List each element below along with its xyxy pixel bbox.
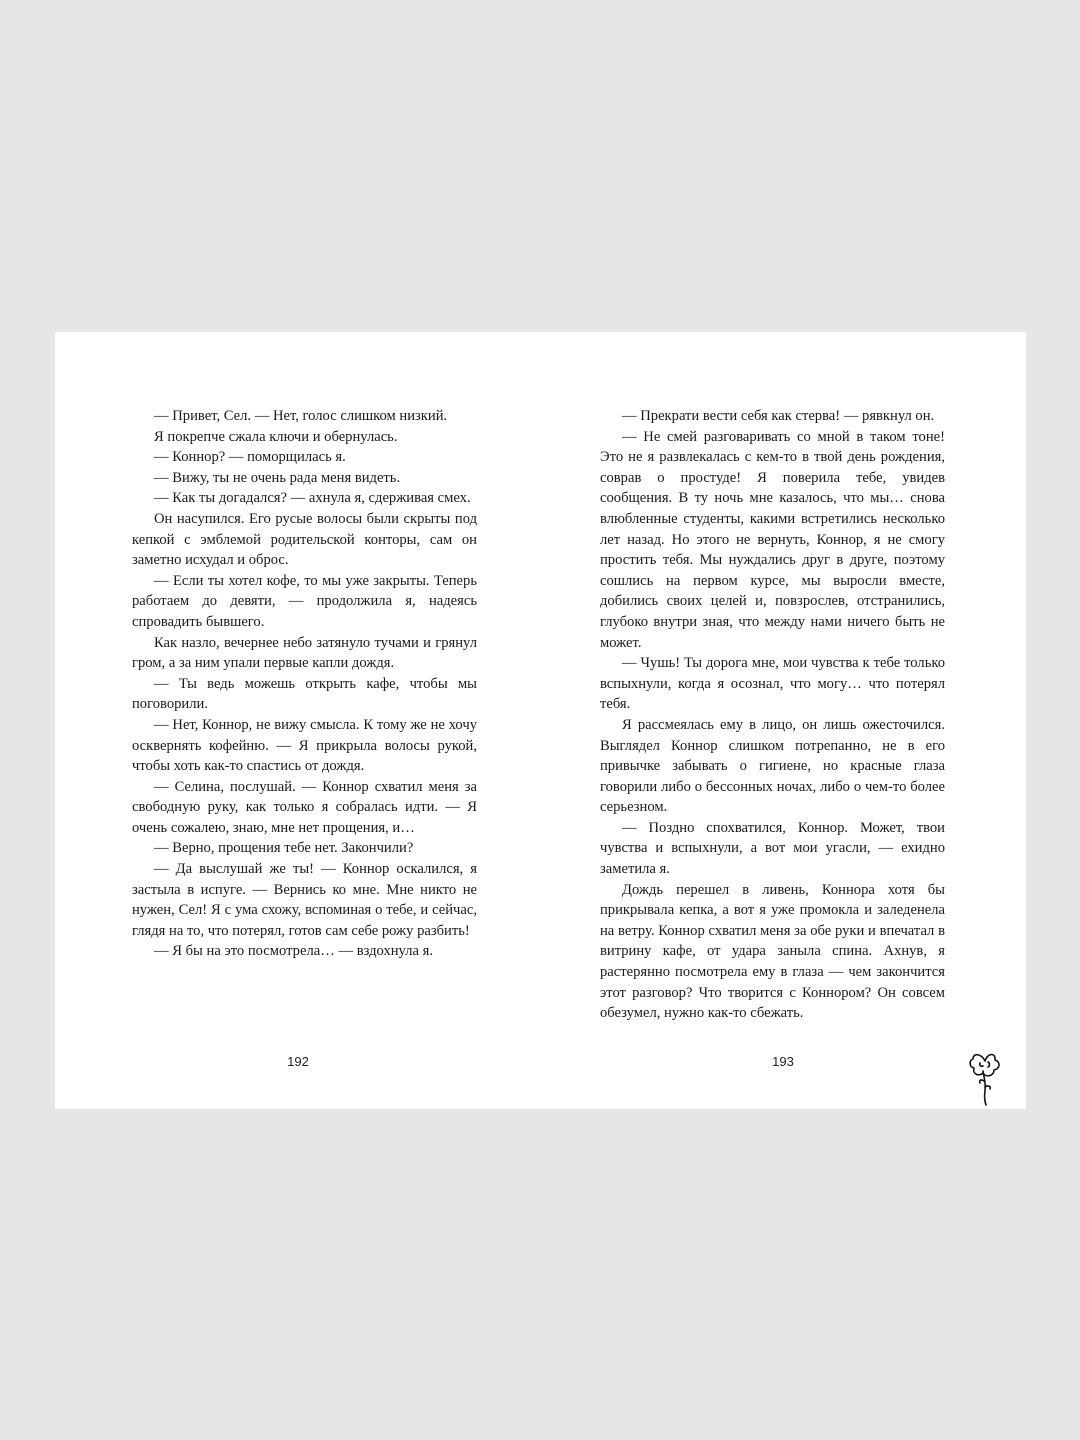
paragraph: Дождь перешел в ливень, Коннора хотя бы прикрывала кепка, а вот я уже промокла и заледенела на ветру. Коннор схватил меня за обе руки и впечатал в витрину кафе, от удара заныла спина. Ахнув, я растерянно посмотрела ему в глаза — чем закончится этот разговор? Что творится с Коннором? Он совсем обезумел, нужно как-то сбежать.: [600, 881, 945, 1022]
page-number-left: 192: [287, 1054, 309, 1069]
paragraph: — Привет, Сел. — Нет, голос слишком низкий.: [154, 408, 448, 424]
paragraph: — Да выслушай же ты! — Коннор оскалился, я застыла в испуге. — Вернись ко мне. Мне никто не нужен, Сел! Я с ума схожу, вспоминая о тебе, и сейчас, глядя на то, что потерял, готов сам себе рожу разбить!: [132, 861, 477, 939]
flower-doodle-icon: [967, 1047, 1003, 1107]
right-page-text: [600, 406, 945, 1024]
paragraph: — Я бы на это посмотрела… — вздохнула я.: [154, 943, 433, 960]
paragraph: — Селина, послушай. — Коннор схватил меня за свободную руку, как только я собралась идти. — Я очень сожалею, знаю, мне нет прощения, и…: [132, 778, 477, 836]
book-spread: [55, 332, 1026, 1109]
left-page-text: [132, 406, 477, 962]
paragraph: Как назло, вечернее небо затянуло тучами и грянул гром, а за ним упали первые капли дождя.: [132, 634, 477, 672]
paragraph: Я рассмеялась ему в лицо, он лишь ожесточился. Выглядел Коннор слишком потрепанно, не в его привычке забывать о гигиене, но красные глаза говорили либо о бессонных ночах, либо о чем-то более серьезном.: [600, 716, 945, 816]
paragraph: — Прекрати вести себя как стерва! — рявкнул он.: [622, 408, 935, 424]
paragraph: — Если ты хотел кофе, то мы уже закрыты. Теперь работаем до девяти, — продолжила я, надеясь спровадить бывшего.: [132, 572, 477, 630]
paragraph: Я покрепче сжала ключи и обернулась.: [154, 428, 398, 445]
paragraph: — Не смей разговаривать со мной в таком тоне! Это не я развлекалась с кем-то в твой день рождения, соврав о простуде! Я поверила тебе, увидев сообщения. В ту ночь мне казалось, что мы… снова влюбленные студенты, какими встретились несколько лет назад. Но этого не вернуть, Коннор, я не смогу простить тебя. Мы нуждались друг в друге, поэтому сошлись на первом курсе, мы выросли вместе, добились своих целей и, повзрослев, отстранились, глубоко внутри зная, что между нами ничего быть не может.: [600, 428, 945, 651]
paragraph: — Вижу, ты не очень рада меня видеть.: [154, 469, 401, 486]
paragraph: — Нет, Коннор, не вижу смысла. К тому же не хочу осквернять кофейню. — Я прикрыла волосы рукой, чтобы хоть как-то спастись от дождя.: [132, 716, 477, 775]
paragraph: — Коннор? — поморщилась я.: [154, 449, 346, 466]
page-number-right: 193: [772, 1054, 794, 1069]
paragraph: — Поздно спохватился, Коннор. Может, твои чувства и вспыхнули, а вот мои угасли, — ехидно заметила я.: [600, 819, 945, 878]
paragraph: — Как ты догадался? — ахнула я, сдерживая смех.: [154, 490, 471, 507]
paragraph: — Чушь! Ты дорога мне, мои чувства к тебе только вспыхнули, когда я осознал, что могу… что потерял тебя.: [600, 655, 945, 713]
paragraph: — Верно, прощения тебе нет. Закончили?: [154, 840, 414, 857]
paragraph: Он насупился. Его русые волосы были скрыты под кепкой с эмблемой родительской конторы, сам он заметно исхудал и оброс.: [132, 510, 477, 569]
paragraph: — Ты ведь можешь открыть кафе, чтобы мы поговорили.: [132, 675, 477, 713]
